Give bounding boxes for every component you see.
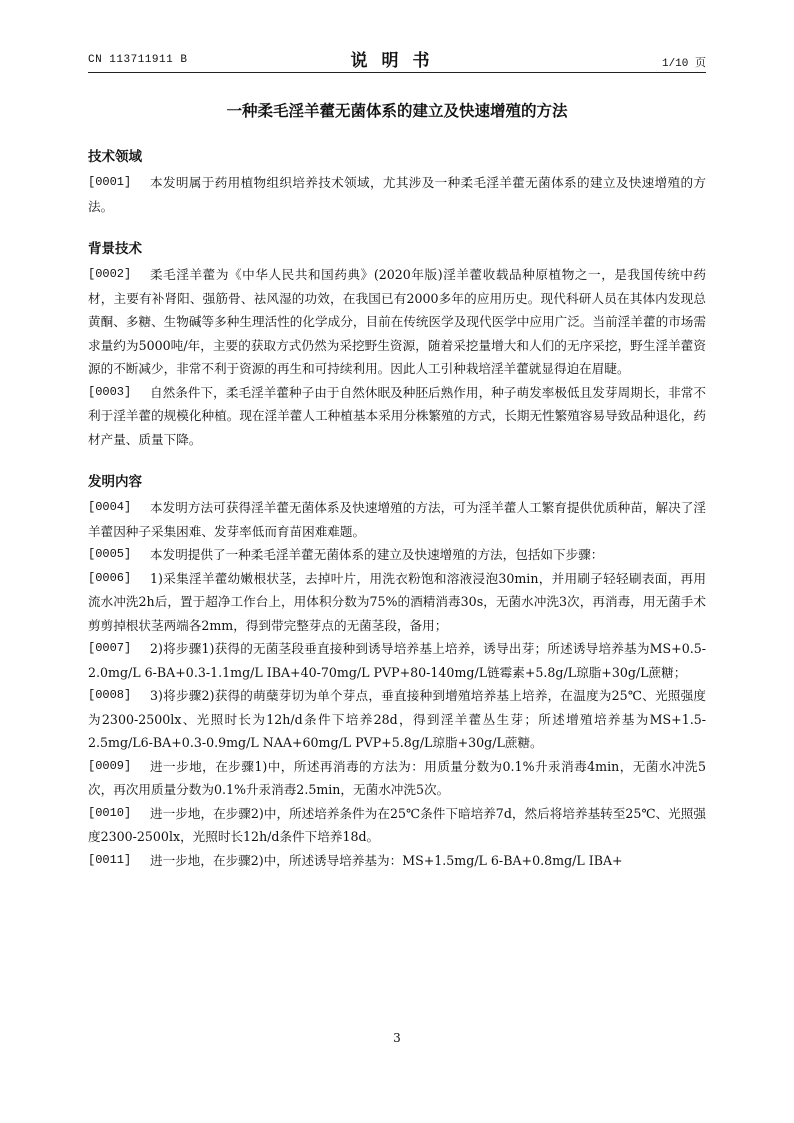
paragraph xyxy=(88,567,706,638)
paragraph-number: [0005] xyxy=(88,547,132,561)
paragraph-number: [0008] xyxy=(88,688,132,702)
paragraph-number: [0009] xyxy=(88,758,132,773)
section-summary xyxy=(88,471,706,872)
paragraph-text: 3)将步骤2)获得的萌蘖芽切为单个芽点，垂直接种到增殖培养基上培养，在温度为25℃、光照强度为2300-2500lx、光照时长为12h/d条件下培养28d，得到淫羊藿丛生芽；所述增殖培养基为MS+1.5-2.5mg/L6-BA+0.3-0.9mg/L NAA+60mg/L PVP+5.8g/L琼脂+30g/L蔗糖。 xyxy=(88,688,706,750)
paragraph xyxy=(88,637,706,684)
paragraph-number: [0004] xyxy=(88,500,132,514)
paragraph-text: 自然条件下，柔毛淫羊藿种子由于自然休眠及种胚后熟作用，种子萌发率极低且发芽周期长，非常不利于淫羊藿的规模化种植。现在淫羊藿人工种植基本采用分株繁殖的方式，长期无性繁殖容易导致品种退化，药材产量、质量下降。 xyxy=(88,384,706,447)
paragraph xyxy=(88,381,706,452)
page-info: 1/10 页 xyxy=(661,58,706,70)
section-background xyxy=(88,238,706,451)
patent-number: CN 113711911 B xyxy=(88,54,188,66)
paragraph-text: 柔毛淫羊藿为《中华人民共和国药典》(2020年版)淫羊藿收载品种原植物之一，是我国传统中药材，主要有补肾阳、强筋骨、祛风湿的功效，在我国已有2000多年的应用历史。现代科研人员在其体内发现总黄酮、多糖、生物碱等多种生理活性的化学成分，目前在传统医学及现代医学中应用广泛。当前淫羊藿的市场需求量约为5000吨/年，主要的获取方式仍然为采挖野生资源，随着采挖量增大和人们的无序采挖，野生淫羊藿资源的不断减少，非常不利于资源的再生和可持续利用。因此人工引种栽培淫羊藿就显得迫在眉睫。 xyxy=(88,267,706,376)
paragraph-text: 进一步地，在步骤1)中，所述再消毒的方法为：用质量分数为0.1%升汞消毒4min，无菌水冲洗5次，再次用质量分数为0.1%升汞消毒2.5min，无菌水冲洗5次。 xyxy=(88,758,706,797)
paragraph-number: [0011] xyxy=(88,852,132,867)
paragraph-number: [0010] xyxy=(88,805,132,820)
page-number: 3 xyxy=(393,1031,401,1045)
paragraph-text: 本发明提供了一种柔毛淫羊藿无菌体系的建立及快速增殖的方法，包括如下步骤： xyxy=(150,547,604,562)
section-label: 说明书 xyxy=(350,51,444,71)
paragraph xyxy=(88,171,706,218)
document-title: 一种柔毛淫羊藿无菌体系的建立及快速增殖的方法 xyxy=(226,102,568,120)
paragraph xyxy=(88,684,706,755)
page-header xyxy=(88,46,706,72)
paragraph xyxy=(88,263,706,381)
paragraph xyxy=(88,755,706,802)
paragraph-text: 进一步地，在步骤2)中，所述诱导培养基为：MS+1.5mg/L 6-BA+0.8mg/L IBA+ xyxy=(150,852,623,868)
paragraph xyxy=(88,496,706,543)
section-heading: 发明内容 xyxy=(88,474,142,490)
paragraph-text: 2)将步骤1)获得的无菌茎段垂直接种到诱导培养基上培养，诱导出芽；所述诱导培养基为MS+0.5-2.0mg/L 6-BA+0.3-1.1mg/L IBA+40-70mg/L PVP+80-140mg/L链霉素+5.8g/L琼脂+30g/L蔗糖； xyxy=(88,641,706,680)
header-rule xyxy=(88,72,706,73)
section-heading: 背景技术 xyxy=(88,241,142,257)
paragraph-number: [0006] xyxy=(88,570,132,585)
document-body xyxy=(88,146,706,892)
paragraph-number: [0003] xyxy=(88,384,132,399)
section-heading: 技术领域 xyxy=(88,149,142,165)
paragraph xyxy=(88,543,706,567)
section-technical-field xyxy=(88,146,706,218)
paragraph-text: 本发明属于药用植物组织培养技术领域，尤其涉及一种柔毛淫羊藿无菌体系的建立及快速增殖的方法。 xyxy=(88,175,706,214)
paragraph-number: [0007] xyxy=(88,641,132,655)
paragraph xyxy=(88,802,706,849)
paragraph-text: 本发明方法可获得淫羊藿无菌体系及快速增殖的方法，可为淫羊藿人工繁育提供优质种苗，解决了淫羊藿因种子采集困难、发芽率低而育苗困难难题。 xyxy=(88,500,706,539)
paragraph-number: [0002] xyxy=(88,267,132,281)
paragraph xyxy=(88,849,706,873)
paragraph-text: 进一步地，在步骤2)中，所述培养条件为在25℃条件下暗培养7d，然后将培养基转至25℃、光照强度2300-2500lx，光照时长12h/d条件下培养18d。 xyxy=(88,805,706,844)
paragraph-number: [0001] xyxy=(88,175,132,189)
paragraph-text: 1)采集淫羊藿幼嫩根状茎，去掉叶片，用洗衣粉饱和溶液浸泡30min，并用刷子轻轻刷表面，再用流水冲洗2h后，置于超净工作台上，用体积分数为75%的酒精消毒30s，无菌水冲洗3次，再消毒，用无菌手术剪剪掉根状茎两端各2mm，得到带完整芽点的无菌茎段，备用； xyxy=(88,570,706,633)
